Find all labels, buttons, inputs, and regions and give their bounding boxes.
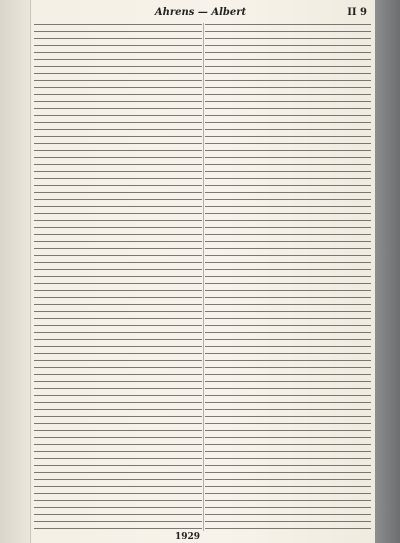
page-footer-number: 1929: [174, 532, 201, 542]
left-column-entry-lines: [34, 24, 202, 531]
column-divider: [203, 23, 204, 531]
page-edge-shadow: [375, 0, 400, 543]
right-text-column: [205, 24, 371, 531]
header-center-text: Ahrens — Albert: [154, 7, 247, 18]
left-margin-strip: [0, 0, 31, 543]
right-column-entry-lines: [205, 24, 371, 531]
left-text-column: [34, 24, 202, 531]
header-page-number: II 9: [347, 7, 367, 18]
page-header: [34, 6, 367, 20]
